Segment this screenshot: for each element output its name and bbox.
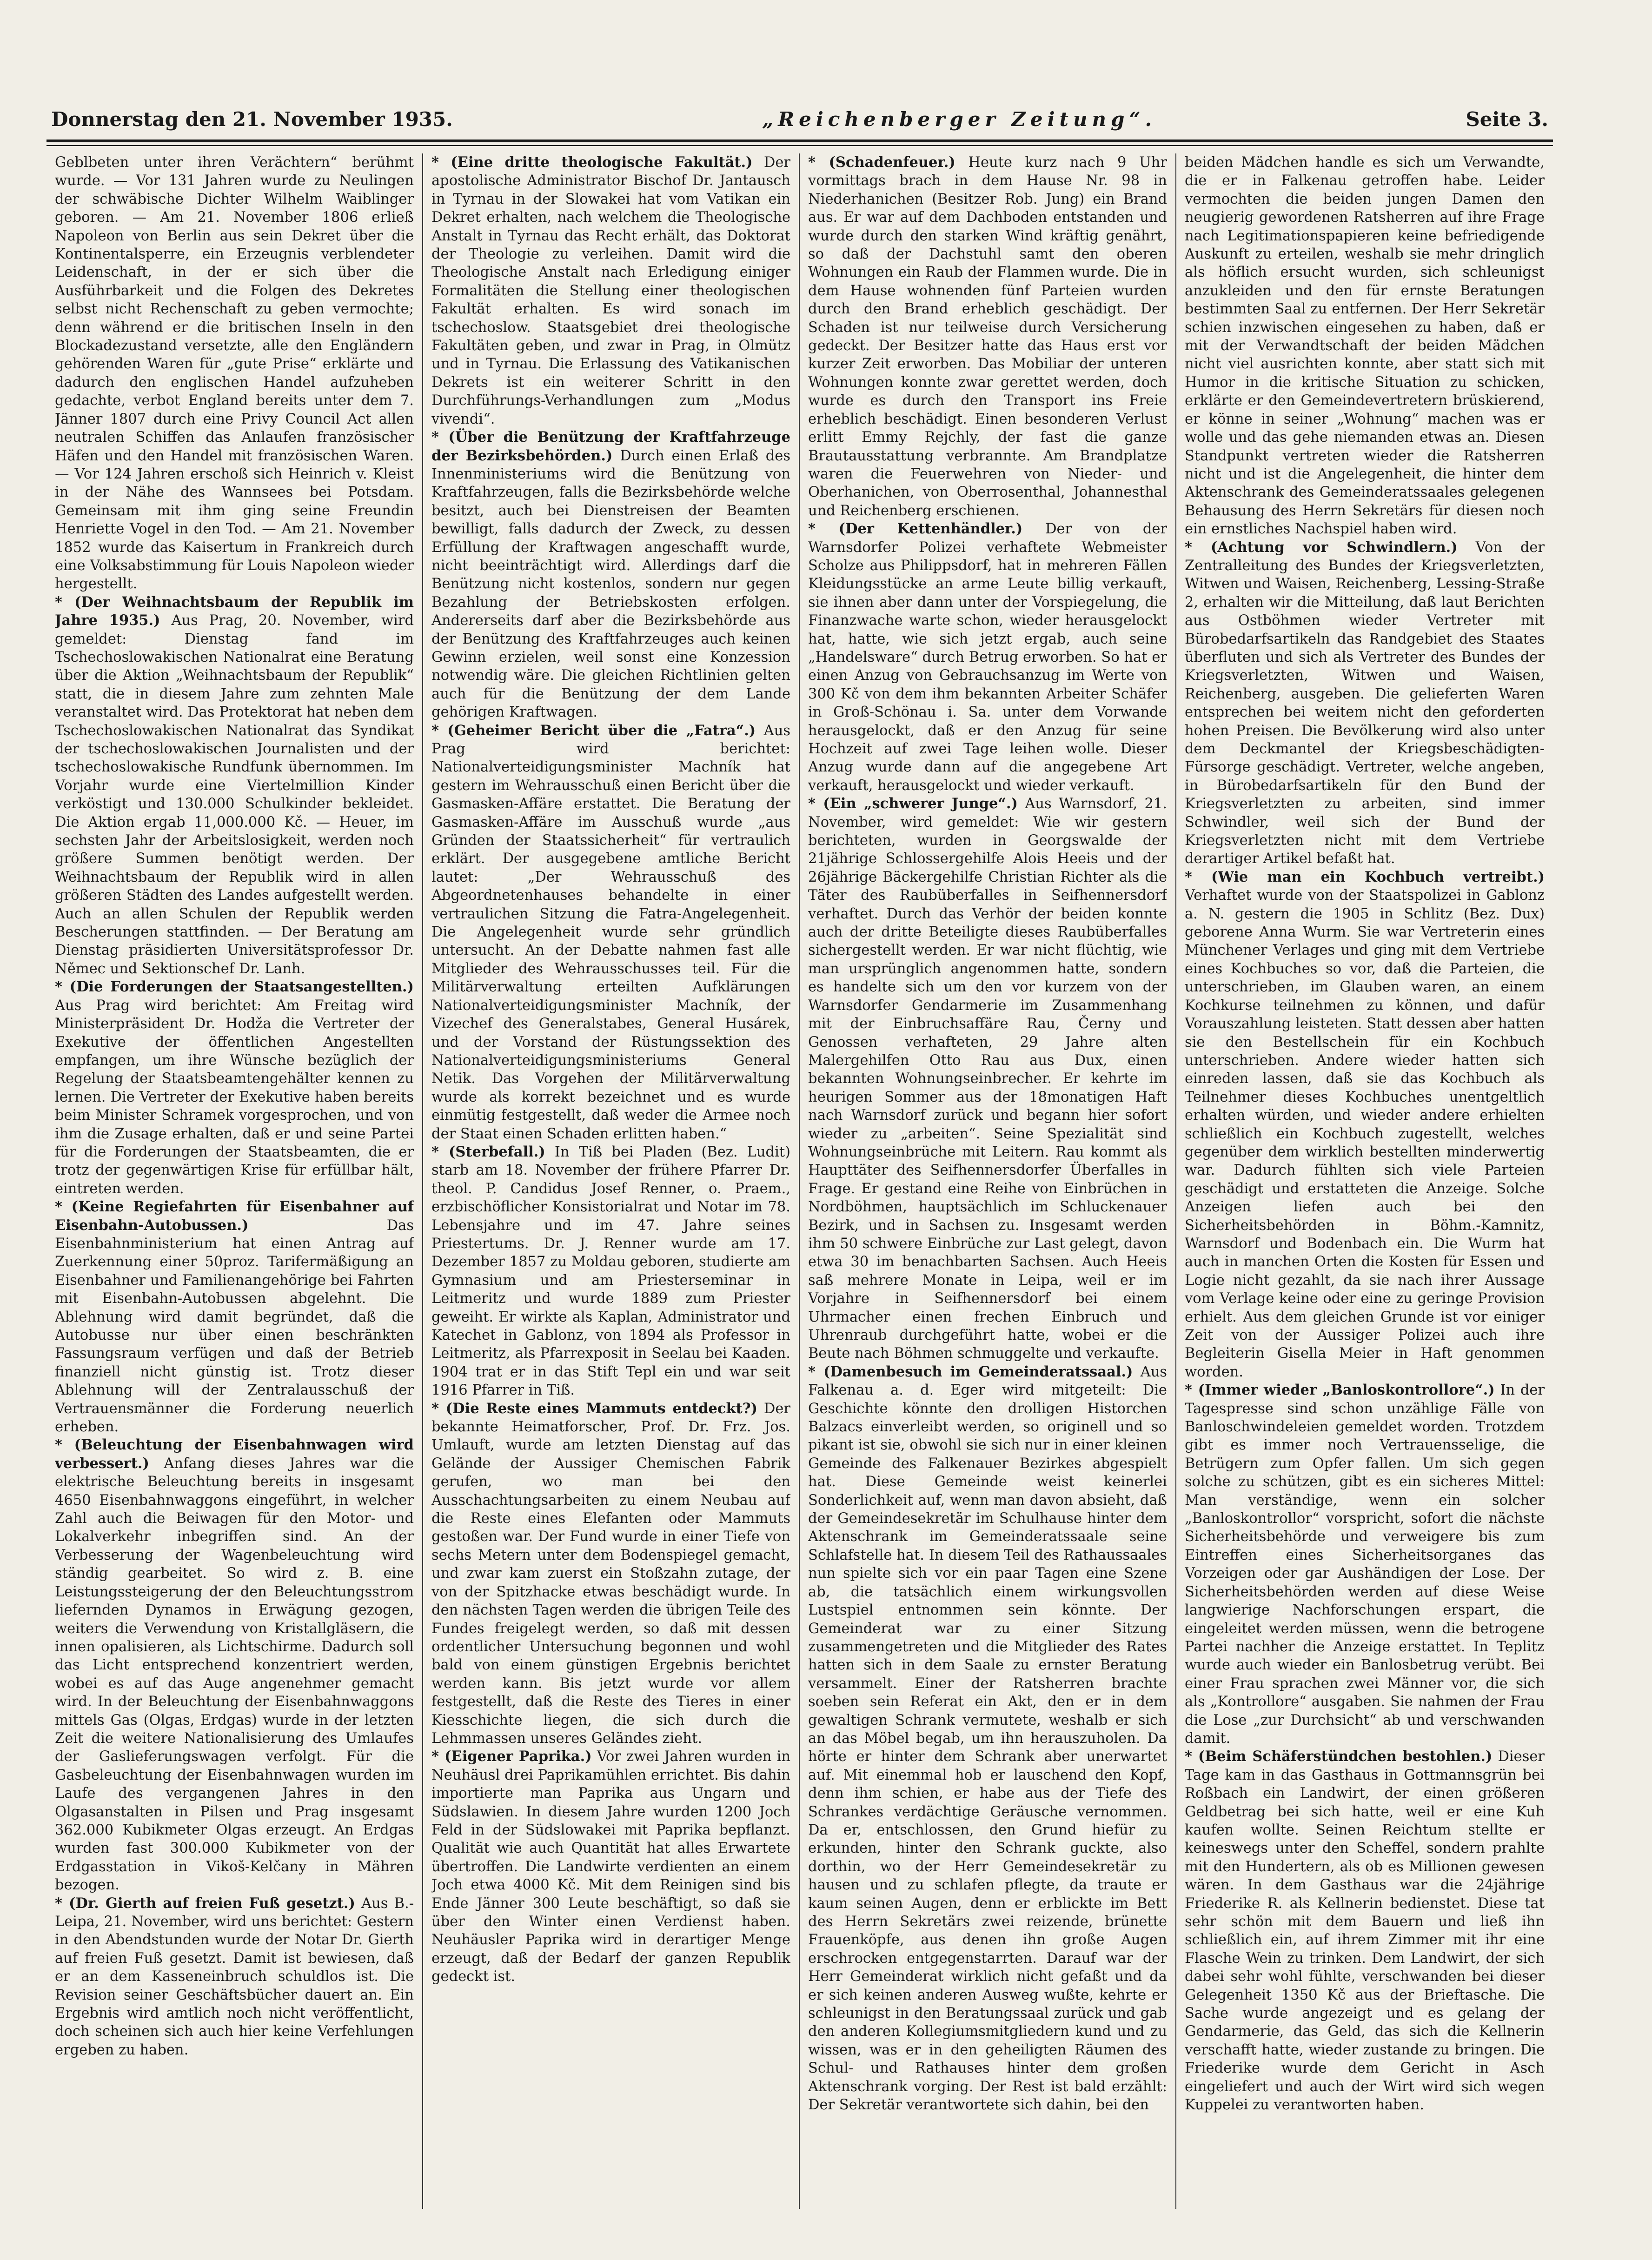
- article: [1185, 153, 1545, 538]
- article-heading: * (Der Weihnachtsbaum der Republik im Jahre 1935.): [55, 593, 414, 629]
- article: [1185, 1381, 1545, 1748]
- column-3: [800, 153, 1176, 2209]
- article-body: Der apostolische Administrator Bischof Dr. Jantausch in Tyrnau in der Slowakei hat vom Vatikan ein Dekret erhalten, nach welchem die Theologische Anstalt in Tyrnau das Recht erhält, das Doktorat der Theologie zu verleihen. Damit wird die Theologische Anstalt nach Erledigung einiger Formalitäten die Stellung einer theologischen Fakultät erhalten. Es wird sonach im tschechoslow. Staatsgebiet drei theologische Fakultäten geben, und zwar in Prag, in Olmütz und in Tyrnau. Die Erlassung des Vatikanischen Dekrets ist ein weiterer Schritt in den Durchführungs-Verhandlungen zum „Modus vivendi“.: [431, 154, 790, 427]
- article-body: Von der Zentralleitung des Bundes der Kriegsverletzten, Witwen und Waisen, Reichenberg, Lessing-Straße 2, erhalten wir die Mitteilung, daß laut Berichten aus Ostböhmen wieder Vertreter mit Bürobedarfsartikeln das Randgebiet des Staates überfluten und sich als Vertreter des Bundes der Kriegsverletzten, Witwen und Waisen, Reichenberg, ausgeben. Die gelieferten Waren entsprechen bei weitem nicht den geforderten hohen Preisen. Die Bevölkerung wird also unter dem Deckmantel der Kriegsbeschädigten-Fürsorge geschädigt. Vertreter, welche angeben, in Bürobedarfsartikeln für den Bund der Kriegsverletzten zu arbeiten, sind immer Schwindler, weil sich der Bund der Kriegsverletzten nicht mit dem Vertriebe derartiger Artikel befaßt hat.: [1185, 539, 1545, 867]
- article-heading: * (Ein „schwerer Junge“.): [808, 795, 1018, 812]
- article-body: Geblbeten unter ihren Verächtern“ berühmt wurde. — Vor 131 Jahren wurde zu Neulingen der schwäbische Dichter Wilhelm Waiblinger geboren. — Am 21. November 1806 erließ Napoleon von Berlin aus sein Dekret über die Kontinentalsperre, ein Erzeugnis verblendeter Leidenschaft, in der er sich über die Ausführbarkeit und die Folgen des Dekretes selbst nicht Rechenschaft zu geben vermochte; denn während er die britischen Inseln in den Blockadezustand versetzte, alle den Engländern gehörenden Waren für „gute Prise“ erklärte und dadurch den englischen Handel aufzuheben gedachte, verbot England bereits unter dem 7. Jänner 1807 durch eine Privy Council Act allen neutralen Schiffen das Anlaufen französischer Häfen und den Handel mit französischen Waren. — Vor 124 Jahren erschoß sich Heinrich v. Kleist in der Nähe des Wannsees bei Potsdam. Gemeinsam mit ihm ging seine Freundin Henriette Vogel in den Tod. — Am 21. November 1852 wurde das Kaisertum in Frankreich durch eine Volksabstimmung für Louis Napoleon wieder hergestellt.: [55, 154, 414, 592]
- header-rule-thick: [46, 140, 1553, 142]
- article-body: beiden Mädchen handle es sich um Verwandte, die er in Falkenau getroffen habe. Leider vermochten die beiden jungen Damen den neugierig gewordenen Ratsherren auf ihre Frage nach Legitimationspapieren keine befriedigende Auskunft zu erteilen, weshalb sie mehr dringlich als höflich ersucht wurden, sich schleunigst anzukleiden und den für ernste Beratungen bestimmten Saal zu entfernen. Der Herr Sekretär schien inzwischen eingesehen zu haben, daß er mit der Verwandtschaft der beiden Mädchen nicht viel ausrichten konnte, aber statt sich mit Humor in die kritische Situation zu schicken, erklärte er den Gemeindevertretern brüskierend, er könne in seiner „Wohnung“ machen was er wolle und das gehe niemanden etwas an. Diesen Standpunkt vertreten wieder die Ratsherren nicht und ist die Angelegenheit, die hinter dem Aktenschrank des Gemeinderatssaales gelegenen Behausung des Herrn Sekretärs für diesen noch ein ernstliches Nachspiel haben wird.: [1185, 154, 1545, 538]
- article-body: Aus Warnsdorf, 21. November, wird gemeldet: Wie wir gestern berichteten, wurden in Georgswalde der 21jährige Schlossergehilfe Alois Heeis und der 26jährige Bäckergehilfe Christian Richter als die Täter des Raubüberfalles in Seifhennersdorf verhaftet. Durch das Verhör der beiden konnte auch der dritte Beteiligte dieses Raubüberfalles sichergestellt werden. Er war nicht flüchtig, wie man ursprünglich angenommen hatte, sondern es handelte sich um den vor kurzem von der Warnsdorfer Gendarmerie im Zusammenhang mit der Einbruchsaffäre Rau, Černy und Genossen verhafteten, 29 Jahre alten Malergehilfen Otto Rau aus Dux, einen bekannten Wohnungseinbrecher. Er kehrte im heurigen Sommer aus der 18monatigen Haft nach Warnsdorf zurück und begann hier sofort wieder zu „arbeiten“. Seine Spezialität sind Wohnungseinbrüche mit Leitern. Rau kommt als Haupttäter des Seifhennersdorfer Überfalles in Frage. Er gestand eine Reihe von Einbrüchen in Nordböhmen, hauptsächlich im Schluckenauer Bezirk, und in Sachsen zu. Insgesamt werden ihm 50 schwere Einbrüche zur Last gelegt, davon etwa 30 im benachbarten Sachsen. Auch Heeis saß mehrere Monate in Leipa, weil er im Vorjahre in Seifhennersdorf bei einem Uhrmacher einen frechen Einbruch und Uhrenraub durchgeführt hatte, wobei er die Beute nach Böhmen schmuggelte und verkaufte.: [808, 796, 1167, 1362]
- article: [808, 520, 1167, 795]
- article: [431, 1143, 790, 1400]
- article: [55, 1198, 414, 1436]
- article: [55, 593, 414, 978]
- article-body: Der von der Warnsdorfer Polizei verhaftete Webmeister Scholze aus Philippsdorf, hat in mehreren Fällen Kleidungsstücke an arme Leute billig verkauft, sie ihnen aber dann unter der Vorspiegelung, die Finanzwache warte schon, wieder herausgelockt hat, hatte, wie sich jetzt ergab, auch seine „Handelsware“ durch Betrug erworben. So hat er einen Anzug von Gebrauchsanzug im Werte von 300 Kč von dem ihm bekannten Arbeiter Schäfer in Groß-Schönau i. Sa. unter dem Vorwande herausgelockt, daß er den Anzug für seine Hochzeit auf zwei Tage leihen wolle. Dieser Anzug wurde dann auf die angegebene Art verkauft, herausgelockt und wieder verkauft.: [808, 521, 1167, 794]
- article-heading: * (Eine dritte theologische Fakultät.): [431, 154, 753, 171]
- article-body: Dieser Tage kam in das Gasthaus in Gottmannsgrün bei Roßbach ein Landwirt, der einen größeren Geldbetrag bei sich hatte, weil er eine Kuh kaufen wollte. Seinen Reichtum stellte er keineswegs unter den Scheffel, sondern prahlte mit den Hundertern, als ob es Millionen gewesen wären. In dem Gasthaus war die 24jährige Friederike R. als Kellnerin bedienstet. Diese tat sehr schön mit dem Bauern und ließ ihn schließlich ein, auf ihrem Zimmer mit ihr eine Flasche Wein zu trinken. Dem Landwirt, der sich dabei sehr wohl fühlte, verschwanden bei dieser Gelegenheit 1350 Kč aus der Brieftasche. Die Sache wurde angezeigt und es gelang der Gendarmerie, das Geld, das sich die Kellnerin verschafft hatte, wieder zustande zu bringen. Die Friederike wurde dem Gericht in Asch eingeliefert und auch der Wirt wird sich wegen Kuppelei zu verantworten haben.: [1185, 1748, 1545, 2114]
- article-body: Aus Prag wird berichtet: Nationalverteidigungsminister Machník hat gestern im Wehrausschuß einen Bericht über die Gasmasken-Affäre erstattet. Die Beratung der Gasmasken-Affäre im Ausschuß wurde „aus Gründen der Staatssicherheit“ für vertraulich erklärt. Der ausgegebene amtliche Bericht lautet: „Der Wehrausschuß des Abgeordnetenhauses behandelte in einer vertraulichen Sitzung die Fatra-Angelegenheit. Die Angelegenheit wurde sehr gründlich untersucht. An der Debatte nahmen fast alle Mitglieder des Wehrausschusses teil. Für die Militärverwaltung erteilten Aufklärungen Nationalverteidigungsminister Machník, der Vizechef des Generalstabes, General Husárek, und der Vorstand der Rüstungssektion des Nationalverteidigungsministeriums General Netik. Das Vorgehen der Militärverwaltung wurde als korrekt bezeichnet und es wurde einmütig festgestellt, daß weder die Armee noch der Staat einen Schaden erlitten haben.“: [431, 722, 790, 1142]
- page-header: [51, 108, 1548, 136]
- article-heading: * (Über die Benützung der Kraftfahrzeuge der Bezirksbehörden.): [431, 429, 790, 464]
- column-1: [46, 153, 423, 2209]
- article-heading: * (Beim Schäferstündchen bestohlen.): [1185, 1748, 1493, 1765]
- article-heading: * (Dr. Gierth auf freien Fuß gesetzt.): [55, 1894, 355, 1912]
- article-body: Durch einen Erlaß des Innenministeriums wird die Benützung von Kraftfahrzeugen, falls die Bezirksbehörde welche besitzt, auch bei Dienstreisen der Beamten bewilligt, falls dadurch der Zweck, zu dessen Erfüllung der Kraftwagen angeschafft wurde, nicht beeinträchtigt wird. Allerdings darf die Benützung nicht kostenlos, sondern nur gegen Bezahlung der Betriebskosten erfolgen. Andererseits darf aber die Bezirksbehörde aus der Benützung des Kraftfahrzeuges auch keinen Gewinn erzielen, weil sonst eine Konzession notwendig wäre. Die gleichen Richtlinien gelten auch für die Benützung der dem Lande gehörigen Kraftwagen.: [431, 447, 790, 721]
- article-heading: * (Wie man ein Kochbuch vertreibt.): [1185, 868, 1545, 885]
- article: [1185, 868, 1545, 1381]
- article-body: Das Eisenbahnministerium hat einen Antrag auf Zuerkennung einer 50proz. Tarifermäßigung an Eisenbahner und Familienangehörige bei Fahrten mit Eisenbahn-Autobussen abgelehnt. Die Ablehnung wird damit begründet, daß die Autobusse nur über einen beschränkten Fassungsraum verfügen und daß der Betrieb finanziell nicht günstig ist. Trotz dieser Ablehnung will der Zentralausschuß der Vertrauensmänner die Forderung neuerlich erheben.: [55, 1217, 414, 1436]
- article-heading: * (Damenbesuch im Gemeinderatssaal.): [808, 1363, 1133, 1380]
- article-heading: * (Schadenfeuer.): [808, 154, 955, 171]
- article: [55, 978, 414, 1198]
- page-number: Seite 3.: [1466, 108, 1548, 131]
- article: [431, 722, 790, 1143]
- article-heading: * (Sterbefall.): [431, 1143, 545, 1160]
- article-body: Heute kurz nach 9 Uhr vormittags brach in dem Hause Nr. 98 in Niederhanichen (Besitzer Rob. Jung) ein Brand aus. Er war auf dem Dachboden entstanden und wurde durch den starken Wind kräftig genährt, so daß der Dachstuhl samt den oberen Wohnungen ein Raub der Flammen wurde. Die in dem Hause wohnenden fünf Parteien wurden durch den Brand erheblich geschädigt. Der Schaden ist nur teilweise durch Versicherung gedeckt. Der Besitzer hatte das Haus erst vor kurzer Zeit erworben. Das Mobiliar der unteren Wohnungen konnte zwar gerettet werden, doch wurde es durch den Transport ins Freie erheblich beschädigt. Einen besonderen Verlust erlitt Emmy Rejchly, der fast die ganze Brautausstattung verbrannte. Am Brandplatze waren die Feuerwehren von Nieder- und Oberhanichen, von Oberrosenthal, Johannesthal und Reichenberg erschienen.: [808, 154, 1167, 519]
- article-body: In der Tagespresse sind schon unzählige Fälle von Banloschwindeleien gemeldet worden. Trotzdem gibt es immer noch Vertrauensselige, die Betrügern zum Opfer fallen. Um sich gegen solche zu schützen, gibt es ein sicheres Mittel: Man verständige, wenn ein solcher „Banloskontrollor“ vorspricht, sofort die nächste Sicherheitsbehörde und verweigere bis zum Eintreffen eines Sicherheitsorganes das Vorzeigen oder gar Aushändigen der Lose. Der Sicherheitsbehörden werden auf diese Weise langwierige Nachforschungen erspart, die eingeleitet werden müssen, wenn die betrogene Partei nachher die Anzeige erstattet. In Teplitz wurde auch wieder ein Banlosbetrug verübt. Bei einer Frau sprachen zwei Männer vor, die sich als „Kontrollore“ ausgaben. Sie nahmen der Frau die Lose „zur Durchsicht“ ab und verschwanden damit.: [1185, 1382, 1545, 1747]
- article-body: Aus B.-Leipa, 21. November, wird uns berichtet: Gestern in den Abendstunden wurde der Notar Dr. Gierth auf freien Fuß gesetzt. Damit ist bewiesen, daß er an dem Kasseneinbruch schuldlos ist. Die Revision seiner Geschäftsbücher dauert an. Ein Ergebnis wird amtlich noch nicht veröffentlicht, doch scheinen sich auch hier keine Verfehlungen ergeben zu haben.: [55, 1895, 414, 2058]
- article: [55, 1436, 414, 1894]
- column-4: [1176, 153, 1553, 2209]
- article-body: Aus Prag wird berichtet: Am Freitag wird Ministerpräsident Dr. Hodža die Vertreter der Exekutive der öffentlichen Angestellten empfangen, um ihre Wünsche bezüglich der Regelung der Staatsbeamtengehälter kennen zu lernen. Die Vertreter der Exekutive haben bereits beim Minister Schramek vorgesprochen, und von ihm die Zusage erhalten, daß er und seine Partei für die Forderungen der Staatsbeamten, die er trotz der gegenwärtigen Krise für erfüllbar hält, eintreten werden.: [55, 997, 414, 1197]
- article-heading: * (Achtung vor Schwindlern.): [1185, 538, 1458, 556]
- article: [1185, 1748, 1545, 2114]
- header-rule-thin: [46, 145, 1553, 146]
- newspaper-title: „Reichenberger Zeitung“.: [762, 108, 1157, 131]
- article: [431, 1748, 790, 1986]
- article-body: Aus Prag, 20. November, wird gemeldet: Dienstag fand im Tschechoslowakischen Nationalrat eine Beratung über die Aktion „Weihnachtsbaum der Republik“ statt, die in diesem Jahre zum zehnten Male veranstaltet wird. Das Protektorat hat neben dem Tschechoslowakischen Nationalrat das Syndikat der tschechoslowakischen Journalisten und der tschechoslowakische Rundfunk übernommen. Im Vorjahr wurde eine Viertelmillion Kinder verköstigt und 130.000 Schulkinder bekleidet. Die Aktion ergab 11,000.000 Kč. — Heuer, im sechsten Jahr der Arbeitslosigkeit, werden noch größere Summen benötigt werden. Der Weihnachtsbaum der Republik wird in allen größeren Städten des Landes aufgestellt werden. Auch an allen Schulen der Republik werden Bescherungen stattfinden. — Der Beratung am Dienstag präsidierten Universitätsprofessor Dr. Němec und Sektionschef Dr. Lanh.: [55, 612, 414, 977]
- article: [431, 153, 790, 428]
- header-date: Donnerstag den 21. November 1935.: [51, 108, 453, 131]
- article-body: In Tiß bei Pladen (Bez. Ludit) starb am 18. November der frühere Pfarrer Dr. theol. P. Candidus Josef Renner, o. Praem., erzbischöflicher Konsistorialrat und Notar im 78. Lebensjahre und im 47. Jahre seines Priestertums. Dr. J. Renner wurde am 17. Dezember 1857 zu Moldau geboren, studierte am Gymnasium und am Priesterseminar in Leitmeritz und wurde 1889 zum Priester geweiht. Er wirkte als Kaplan, Administrator und Katechet in Gablonz, von 1894 als Professor in Leitmeritz, als Pfarrexposit in Seelau bei Kaaden. 1904 trat er in das Stift Tepl ein und war seit 1916 Pfarrer in Tiß.: [431, 1143, 790, 1399]
- article: [808, 153, 1167, 520]
- article: [808, 1363, 1167, 2114]
- article-body: Der bekannte Heimatforscher, Prof. Dr. Frz. Jos. Umlauft, wurde am letzten Dienstag auf das Gelände der Aussiger Chemischen Fabrik gerufen, wo man bei den Ausschachtungsarbeiten zu einem Neubau auf die Reste eines Elefanten oder Mammuts gestoßen war. Der Fund wurde in einer Tiefe von sechs Metern unter dem Bodenspiegel gemacht, und zwar kam zuerst ein Stoßzahn zutage, der von der Spitzhacke etwas beschädigt wurde. In den nächsten Tagen werden die übrigen Teile des Fundes freigelegt werden, so daß mit dessen ordentlicher Untersuchung begonnen und wohl bald von einem günstigen Ergebnis berichtet werden kann. Bis jetzt wurde vor allem festgestellt, daß die Reste des Tieres in einer Kiesschichte liegen, die sich durch die Lehmmassen unseres Geländes zieht.: [431, 1400, 790, 1747]
- article: [55, 153, 414, 593]
- article-heading: * (Beleuchtung der Eisenbahnwagen wird verbessert.): [55, 1436, 414, 1472]
- article: [808, 795, 1167, 1363]
- article-body: Aus Falkenau a. d. Eger wird mitgeteilt: Die Geschichte könnte den drolligen Historchen Balzacs einverleibt werden, so originell und so pikant ist sie, obwohl sie sich nur in einer kleinen Gemeinde des Falkenauer Bezirkes abgespielt hat. Diese Gemeinde weist keinerlei Sonderlichkeit auf, wenn man davon absieht, daß der Gemeindesekretär im Schulhause hinter dem Aktenschrank im Gemeinderatssaale seine Schlafstelle hat. In diesem Teil des Rathaussaales nun spielte sich vor ein paar Tagen eine Szene ab, die tatsächlich einem wirkungsvollen Lustspiel entnommen sein könnte. Der Gemeinderat war zu einer Sitzung zusammengetreten und die Mitglieder des Rates hatten sich in dem Saale zu ernster Beratung versammelt. Einer der Ratsherren brachte soeben sein Referat ein Akt, den er in dem gewaltigen Schrank vermutete, weshalb er sich an das Möbel begab, um ihn herauszuholen. Da hörte er hinter dem Schrank aber unerwartet auf. Mit einemmal hob er lauschend den Kopf, denn ihm schien, er habe aus der Tiefe des Schrankes verdächtige Geräusche vernommen. Da er, entschlossen, den Grund hiefür zu erkunden, hinter den Schrank guckte, also dorthin, wo der Herr Gemeindesekretär zu hausen und zu schlafen pflegte, da traute er kaum seinen Augen, denn er erblickte im Bett des Herrn Sekretärs zwei reizende, brünette Frauenköpfe, aus denen ihn große Augen erschrocken entgegenstarrten. Darauf war der Herr Gemeinderat wirklich nicht gefaßt und da er sich keinen anderen Ausweg wußte, kehrte er schleunigst in den Beratungssaal zurück und gab den anderen Kollegiumsmitgliedern kund und zu wissen, was er in den geheiligten Räumen des Schul- und Rathauses hinter dem großen Aktenschrank vorging. Der Rest ist bald erzählt: Der Sekretär verantwortete sich dahin, bei den: [808, 1363, 1167, 2114]
- article-heading: * (Eigener Paprika.): [431, 1748, 592, 1765]
- article-body: Anfang dieses Jahres war die elektrische Beleuchtung bereits in insgesamt 4650 Eisenbahnwaggons eingeführt, in welcher Zahl auch die Beiwagen für den Motor- und Lokalverkehr inbegriffen sind. An der Verbesserung der Wagenbeleuchtung wird ständig gearbeitet. So wird z. B. eine Leistungssteigerung der den Beleuchtungsstrom liefernden Dynamos in Erwägung gezogen, weiters die Verwendung von Kristallgläsern, die innen opalisieren, als Lichtschirme. Dadurch soll das Licht entsprechend konzentriert werden, wobei es auf das Auge angenehmer gemacht wird. In der Beleuchtung der Eisenbahnwaggons mittels Gas (Olgas, Erdgas) wurde in der letzten Zeit die weitere Nationalisierung des Umlaufes der Gaslieferungswagen verfolgt. Für die Gasbeleuchtung der Eisenbahnwagen wurden im Laufe des vergangenen Jahres in den Olgasanstalten in Pilsen und Prag insgesamt 362.000 Kubikmeter Olgas erzeugt. An Erdgas wurden fast 300.000 Kubikmeter von der Erdgasstation in Vikoš-Kelčany in Mähren bezogen.: [55, 1455, 414, 1894]
- article: [431, 1400, 790, 1748]
- article-columns: [46, 153, 1553, 2209]
- article-heading: * (Geheimer Bericht über die „Fatra“.): [431, 722, 756, 739]
- article-heading: * (Immer wieder „Banloskontrollore“.): [1185, 1382, 1495, 1399]
- column-2: [423, 153, 800, 2209]
- article: [431, 428, 790, 722]
- article-heading: * (Die Forderungen der Staatsangestellten.): [55, 978, 414, 996]
- article: [55, 1894, 414, 2060]
- article-body: Vor zwei Jahren wurden in Neuhäusl drei Paprikamühlen errichtet. Bis dahin importierte man Paprika aus Ungarn und Südslawien. In diesem Jahre wurden 1200 Joch Feld in der Südslowakei mit Paprika bepflanzt. Qualität wie auch Quantität hat alles Erwartete übertroffen. Die Landwirte verdienten an einem Joch etwa 4000 Kč. Mit dem Reinigen sind bis Ende Jänner 300 Leute beschäftigt, so daß sie über den Winter einen Verdienst haben. Neuhäusler Paprika wird in derartiger Menge erzeugt, daß der Bedarf der ganzen Republik gedeckt ist.: [431, 1748, 790, 1985]
- article-body: Verhaftet wurde von der Staatspolizei in Gablonz a. N. gestern die 1905 in Schlitz (Bez. Dux) geborene Anna Wurm. Sie war Vertreterin eines Münchener Verlages und ging mit dem Vertriebe eines Kochbuches so vor, daß die Parteien, die unterschrieben, im Glauben waren, an einem Kochkurse teilnehmen zu können, und dafür Vorauszahlung leisteten. Statt dessen aber hatten sie den Bestellschein für ein Kochbuch unterschrieben. Andere wieder hatten sich einreden lassen, daß sie das Kochbuch als Teilnehmer dieses Kochbuches unentgeltlich erhalten würden, und wieder andere erhielten schließlich ein Kochbuch zugestellt, welches gegenüber dem wirklich bestellten minderwertig war. Dadurch fühlten sich viele Parteien geschädigt und erstatteten die Anzeige. Solche Anzeigen liefen auch bei den Sicherheitsbehörden in Böhm.-Kamnitz, Warnsdorf und Bodenbach ein. Die Wurm hat auch in manchen Orten die Kosten für Essen und Logie nicht gezahlt, da sie nach ihrer Aussage vom Verlage keine oder eine zu geringe Provision erhielt. Aus dem gleichen Grunde ist vor einiger Zeit von der Aussiger Polizei auch ihre Begleiterin Gisella Meier in Haft genommen worden.: [1185, 887, 1545, 1380]
- article-heading: * (Keine Regiefahrten für Eisenbahner auf Eisenbahn-Autobussen.): [55, 1198, 414, 1234]
- article-heading: * (Die Reste eines Mammuts entdeckt?): [431, 1400, 758, 1417]
- article: [1185, 538, 1545, 868]
- article-heading: * (Der Kettenhändler.): [808, 520, 1023, 538]
